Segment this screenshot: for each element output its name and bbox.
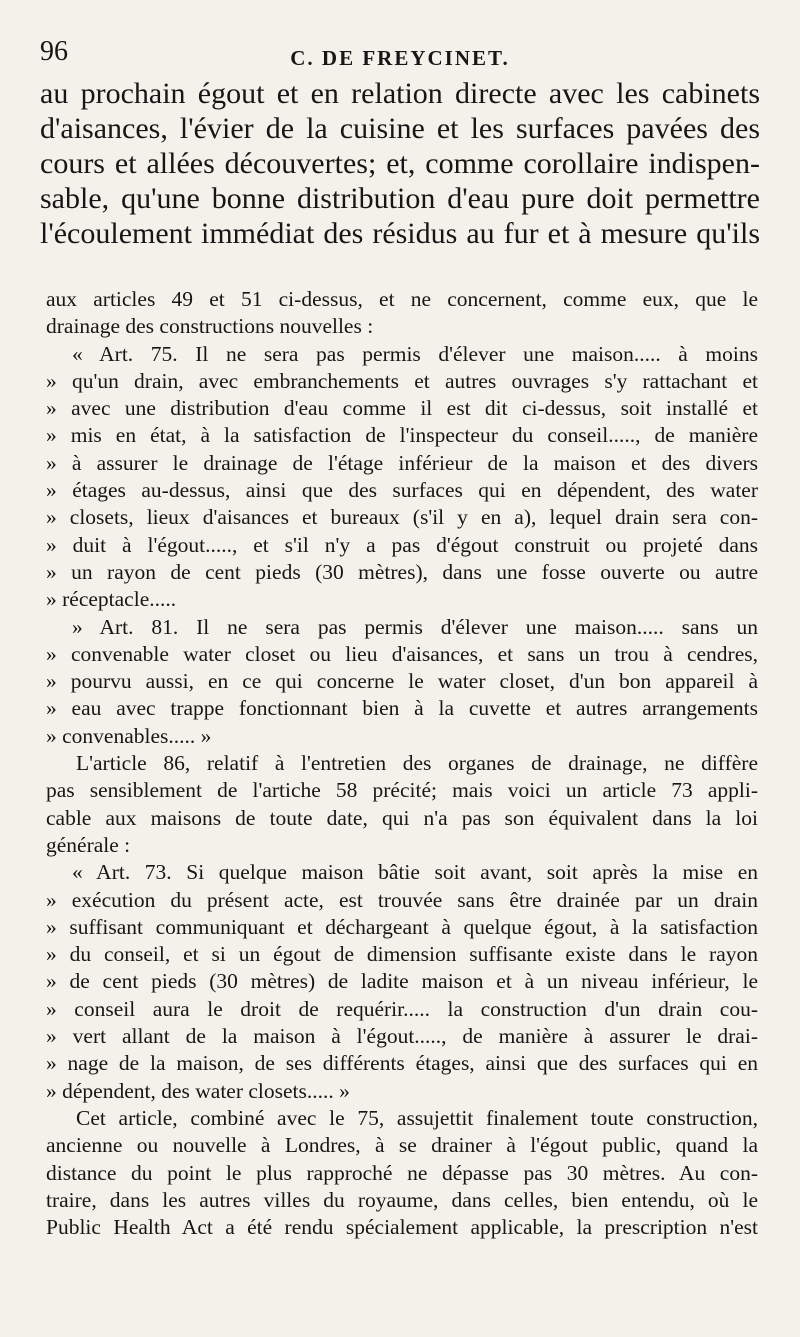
text-line: ancienne ou nouvelle à Londres, à se drainer à l'égout public, quand la bbox=[46, 1133, 758, 1158]
quote-line: » convenables..... » bbox=[46, 723, 212, 748]
quote-line: » Art. 81. Il ne sera pas permis d'élever une maison..... sans un bbox=[72, 614, 758, 639]
small-text-block bbox=[46, 286, 758, 1241]
large-line: d'aisances, l'évier de la cuisine et les surfaces pavées des bbox=[40, 112, 760, 145]
quote-line: » un rayon de cent pieds (30 mètres), dans une fosse ouverte ou autre bbox=[46, 559, 758, 584]
text-line: générale : bbox=[46, 832, 131, 857]
large-text-block bbox=[40, 76, 760, 251]
quote-line: » duit à l'égout....., et s'il n'y a pas d'égout construit ou projeté dans bbox=[46, 532, 758, 557]
quote-line: » closets, lieux d'aisances et bureaux (s'il y en a), lequel drain sera con- bbox=[46, 505, 758, 530]
quote-line: » nage de la maison, de ses différents étages, ainsi que des surfaces qui en bbox=[46, 1051, 758, 1076]
text-line: aux articles 49 et 51 ci-dessus, et ne concernent, comme eux, que le bbox=[46, 287, 758, 311]
large-line: au prochain égout et en relation directe avec les cabinets bbox=[40, 77, 760, 110]
quote-line: » vert allant de la maison à l'égout....., de manière à assurer le drai- bbox=[46, 1024, 758, 1049]
text-line: drainage des constructions nouvelles : bbox=[46, 314, 374, 339]
page-number: 96 bbox=[40, 36, 68, 67]
quote-line: » dépendent, des water closets..... » bbox=[46, 1078, 350, 1103]
quote-line: » du conseil, et si un égout de dimension suffisante existe dans le rayon bbox=[46, 942, 758, 967]
quote-line: » suffisant communiquant et déchargeant à quelque égout, à la satisfaction bbox=[46, 914, 758, 939]
quote-line: » réceptacle..... bbox=[46, 587, 177, 612]
text-line: Cet article, combiné avec le 75, assujettit finalement toute construction, bbox=[76, 1105, 758, 1130]
quote-line: » mis en état, à la satisfaction de l'inspecteur du conseil....., de manière bbox=[46, 423, 758, 448]
quote-line: » à assurer le drainage de l'étage inférieur de la maison et des divers bbox=[46, 450, 758, 475]
text-line: cable aux maisons de toute date, qui n'a pas son équivalent dans la loi bbox=[46, 805, 758, 830]
large-line: l'écoulement immédiat des résidus au fur et à mesure qu'ils bbox=[40, 217, 760, 250]
quote-line: » de cent pieds (30 mètres) de ladite maison et à un niveau inférieur, le bbox=[46, 969, 758, 994]
large-line: sable, qu'une bonne distribution d'eau pure doit permettre bbox=[40, 182, 760, 215]
text-line: Public Health Act a été rendu spécialement applicable, la prescription n'est bbox=[46, 1215, 758, 1240]
text-line: pas sensiblement de l'artiche 58 précité; mais voici un article 73 appli- bbox=[46, 778, 758, 803]
quote-line: « Art. 75. Il ne sera pas permis d'élever une maison..... à moins bbox=[72, 341, 758, 366]
quote-line: » exécution du présent acte, est trouvée sans être drainée par un drain bbox=[46, 887, 758, 912]
text-line: distance du point le plus rapproché ne dépasse pas 30 mètres. Au con- bbox=[46, 1160, 758, 1185]
quote-line: » conseil aura le droit de requérir..... la construction d'un drain cou- bbox=[46, 996, 758, 1021]
large-line: cours et allées découvertes; et, comme corollaire indispen- bbox=[40, 147, 760, 180]
quote-line: « Art. 73. Si quelque maison bâtie soit avant, soit après la mise en bbox=[72, 860, 758, 885]
quote-line: » eau avec trappe fonctionnant bien à la cuvette et autres arrangements bbox=[46, 696, 758, 721]
running-head: C. DE FREYCINET. bbox=[290, 46, 510, 70]
quote-line: » convenable water closet ou lieu d'aisances, et sans un trou à cendres, bbox=[46, 641, 758, 666]
quote-line: » pourvu aussi, en ce qui concerne le water closet, d'un bon appareil à bbox=[46, 669, 758, 694]
text-line: traire, dans les autres villes du royaume, dans celles, bien entendu, où le bbox=[46, 1187, 758, 1212]
quote-line: » étages au-dessus, ainsi que des surfaces qui en dépendent, des water bbox=[46, 478, 758, 503]
quote-line: » qu'un drain, avec embranchements et autres ouvrages s'y rattachant et bbox=[46, 368, 758, 393]
text-line: L'article 86, relatif à l'entretien des organes de drainage, ne diffère bbox=[76, 751, 758, 776]
quote-line: » avec une distribution d'eau comme il est dit ci-dessus, soit installé et bbox=[46, 396, 758, 421]
page-header bbox=[40, 36, 760, 76]
